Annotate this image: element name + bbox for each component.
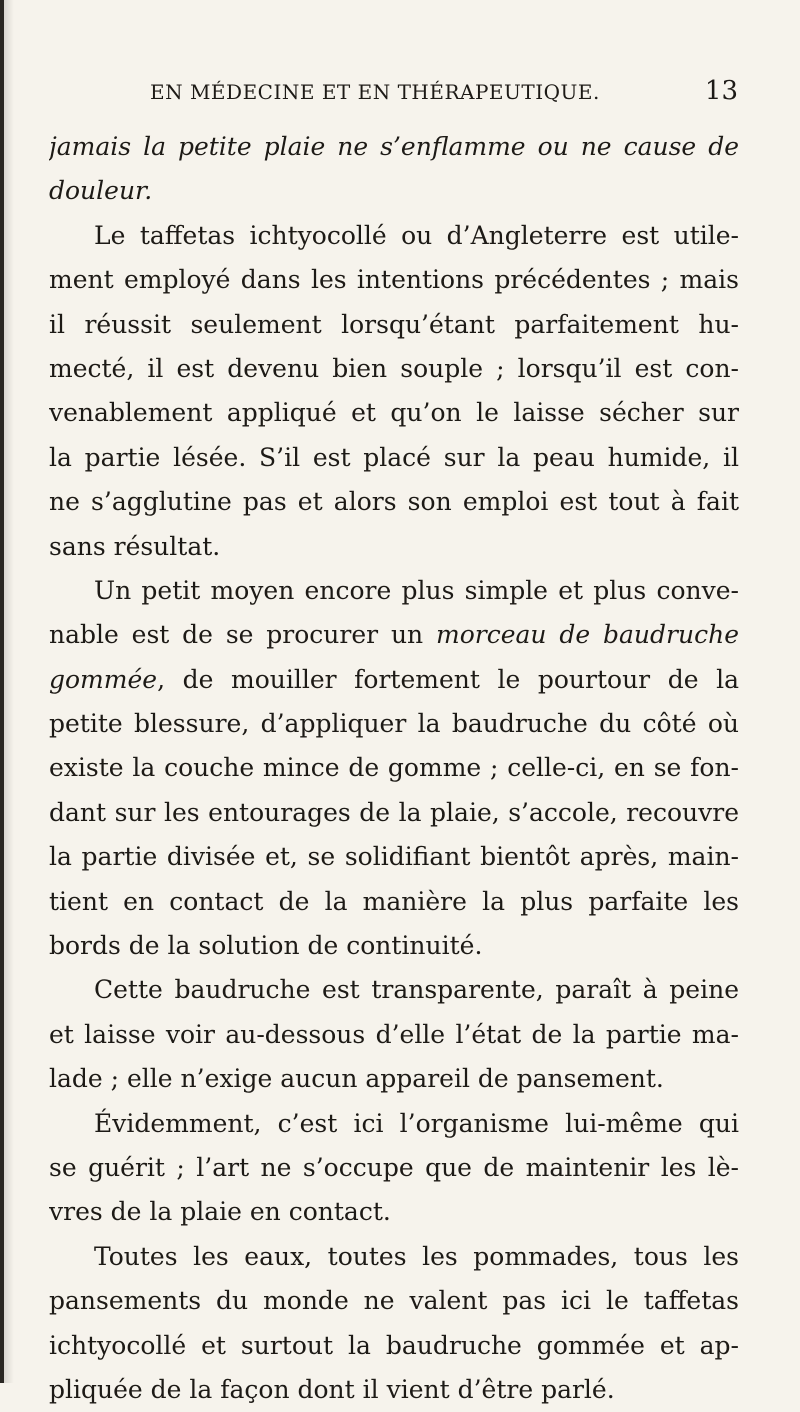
- running-head-title: EN MÉDECINE ET EN THÉRAPEUTIQUE.: [150, 80, 600, 104]
- text-line: [49, 1368, 739, 1412]
- text-line: [49, 702, 739, 746]
- line-text: petite blessure, d’appliquer la baudruche du côté où: [49, 709, 739, 739]
- text-line: [49, 214, 739, 258]
- text-line: [49, 258, 739, 302]
- line-text: existe la couche mince de gomme ; celle-ci, en se fon-: [49, 753, 739, 783]
- line-text: Le taffetas ichtyocollé ou d’Angleterre est utile-: [94, 220, 739, 250]
- line-text: , de mouiller fortement le pourtour de la: [157, 664, 739, 694]
- text-line: [49, 436, 739, 480]
- running-head: [150, 76, 738, 112]
- line-text: se guérit ; l’art ne s’occupe que de maintenir les lè-: [49, 1152, 739, 1182]
- line-text: tient en contact de la manière la plus parfaite les: [49, 886, 739, 916]
- line-text: et laisse voir au-dessous d’elle l’état de la partie ma-: [49, 1019, 739, 1049]
- text-line: [49, 569, 739, 613]
- text-line: [49, 1279, 739, 1323]
- line-text: ichtyocollé et surtout la baudruche gommée et ap-: [49, 1330, 739, 1360]
- text-line: [49, 1324, 739, 1368]
- line-text: Évidemment, c’est ici l’organisme lui-même qui: [94, 1108, 739, 1138]
- text-line: [49, 1235, 739, 1279]
- text-line: [49, 303, 739, 347]
- text-line: [49, 613, 739, 657]
- italic-text: jamais la petite plaie ne s’enflamme ou ne cause de: [49, 132, 739, 161]
- text-line: [49, 1190, 739, 1234]
- line-text: la partie lésée. S’il est placé sur la peau humide, il: [49, 442, 739, 472]
- text-line: [49, 658, 739, 702]
- line-text: nable est de se procurer un: [49, 620, 437, 650]
- text-line: [49, 391, 739, 435]
- line-text: lade ; elle n’exige aucun appareil de pansement.: [49, 1064, 664, 1094]
- italic-text: douleur.: [49, 176, 153, 206]
- line-text: ne s’agglutine pas et alors son emploi est tout à fait: [49, 487, 739, 517]
- line-text: Toutes les eaux, toutes les pommades, tous les: [94, 1241, 739, 1271]
- line-text: vres de la plaie en contact.: [49, 1197, 391, 1227]
- text-line: [49, 835, 739, 879]
- italic-text: gommée: [49, 664, 158, 694]
- line-text: pansements du monde ne valent pas ici le taffetas: [49, 1286, 739, 1316]
- italic-text: morceau de baudruche: [436, 620, 739, 650]
- text-line: [49, 525, 739, 569]
- text-line: [49, 480, 739, 524]
- text-line: [49, 880, 739, 924]
- line-text: la partie divisée et, se solidifiant bientôt après, main-: [49, 842, 739, 872]
- text-line: [49, 125, 739, 169]
- body-text: [49, 125, 739, 1412]
- text-line: [49, 791, 739, 835]
- line-text: dant sur les entourages de la plaie, s’accole, recouvre: [49, 797, 739, 827]
- line-text: Un petit moyen encore plus simple et plus conve-: [94, 575, 739, 605]
- text-line: [49, 1057, 739, 1101]
- line-text: mecté, il est devenu bien souple ; lorsqu’il est con-: [49, 353, 739, 383]
- line-text: venablement appliqué et qu’on le laisse sécher sur: [49, 398, 739, 428]
- line-text: Cette baudruche est transparente, paraît à peine: [94, 975, 739, 1005]
- line-text: il réussit seulement lorsqu’étant parfaitement hu-: [49, 309, 739, 339]
- text-line: [49, 746, 739, 790]
- line-text: pliquée de la façon dont il vient d’être parlé.: [49, 1374, 615, 1404]
- text-line: [49, 1146, 739, 1190]
- line-text: bords de la solution de continuité.: [49, 931, 483, 961]
- line-text: sans résultat.: [49, 531, 221, 561]
- text-line: [49, 347, 739, 391]
- text-line: [49, 924, 739, 968]
- line-text: ment employé dans les intentions précédentes ; mais: [49, 265, 739, 295]
- text-line: [49, 968, 739, 1012]
- text-line: [49, 169, 739, 213]
- page-number: 13: [704, 76, 738, 106]
- page-shadow: [4, 0, 14, 1383]
- text-line: [49, 1102, 739, 1146]
- text-line: [49, 1013, 739, 1057]
